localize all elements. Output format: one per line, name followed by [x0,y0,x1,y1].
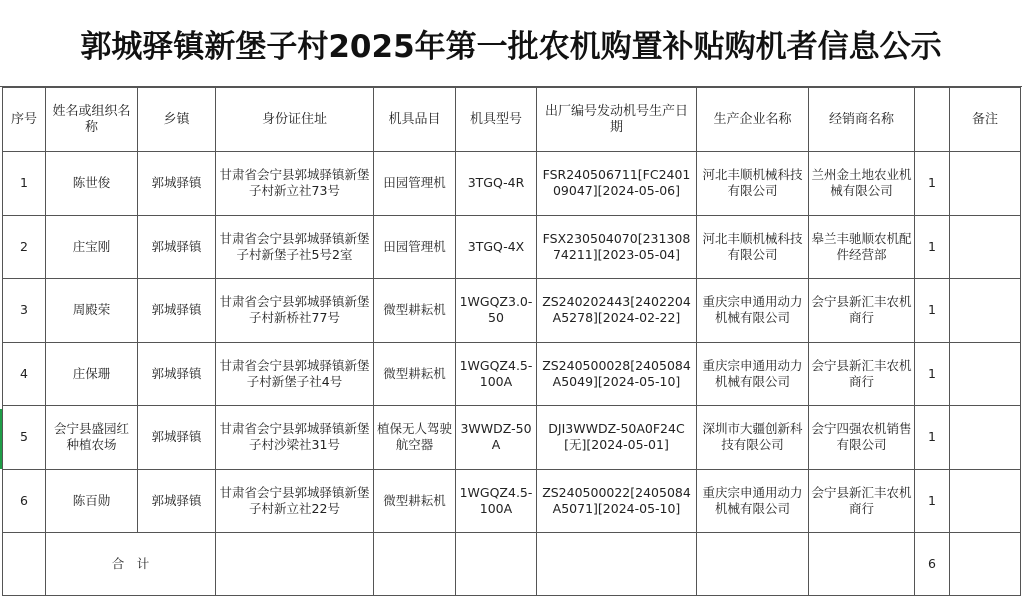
table-cell[interactable] [456,533,537,596]
table-cell[interactable]: 河北丰顺机械科技有限公司 [697,215,809,279]
table-cell[interactable]: ZS240202443[2402204A5278][2024-02-22] [537,279,697,343]
table-cell[interactable]: 皋兰丰驰顺农机配件经营部 [809,215,915,279]
table-cell[interactable] [950,215,1021,279]
table-cell[interactable] [950,469,1021,533]
table-cell[interactable]: 6 [3,469,46,533]
total-row [3,533,1021,596]
table-cell[interactable]: 3WWDZ-50A [456,406,537,470]
table-cell[interactable] [3,533,46,596]
table-cell[interactable]: 郭城驿镇 [138,279,216,343]
table-cell[interactable]: 郭城驿镇 [138,152,216,216]
table-cell[interactable]: FSX230504070[23130874211][2023-05-04] [537,215,697,279]
table-cell[interactable]: 1WGQZ4.5-100A [456,469,537,533]
table-cell[interactable]: 甘肃省会宁县郭城驿镇新堡子村新立社73号 [216,152,374,216]
table-cell[interactable]: 甘肃省会宁县郭城驿镇新堡子村沙梁社31号 [216,406,374,470]
table-row [3,406,1021,470]
table-cell[interactable]: 1 [915,342,950,406]
header-cell[interactable] [915,88,950,152]
table-cell[interactable]: 植保无人驾驶航空器 [374,406,456,470]
table-cell[interactable] [950,533,1021,596]
table-cell[interactable] [950,279,1021,343]
table-cell[interactable]: 重庆宗申通用动力机械有限公司 [697,342,809,406]
table-cell[interactable]: 微型耕耘机 [374,342,456,406]
table-cell[interactable]: 郭城驿镇 [138,406,216,470]
subsidy-table [2,87,1021,596]
table-cell[interactable]: 会宁县新汇丰农机商行 [809,469,915,533]
table-row [3,152,1021,216]
table-cell[interactable]: 4 [3,342,46,406]
table-cell[interactable] [374,533,456,596]
table-cell[interactable]: 田园管理机 [374,152,456,216]
table-row [3,215,1021,279]
table-cell[interactable]: ZS240500022[2405084A5071][2024-05-10] [537,469,697,533]
page-title: 郭城驿镇新堡子村2025年第一批农机购置补贴购机者信息公示 [0,0,1022,87]
table-cell[interactable]: DJI3WWDZ-50A0F24C[无][2024-05-01] [537,406,697,470]
table-cell[interactable] [950,342,1021,406]
header-cell[interactable]: 备注 [950,88,1021,152]
table-cell[interactable]: 1 [915,469,950,533]
table-cell[interactable]: 1 [3,152,46,216]
table-row [3,469,1021,533]
total-count[interactable]: 6 [915,533,950,596]
table-cell[interactable]: 郭城驿镇 [138,469,216,533]
header-cell[interactable]: 机具型号 [456,88,537,152]
table-cell[interactable]: 甘肃省会宁县郭城驿镇新堡子村新立社22号 [216,469,374,533]
table-cell[interactable]: 陈世俊 [46,152,138,216]
table-cell[interactable]: 微型耕耘机 [374,279,456,343]
total-label[interactable]: 合 计 [46,533,216,596]
table-cell[interactable]: 甘肃省会宁县郭城驿镇新堡子村新堡子社5号2室 [216,215,374,279]
table-cell[interactable]: 微型耕耘机 [374,469,456,533]
table-cell[interactable]: 重庆宗申通用动力机械有限公司 [697,469,809,533]
header-cell[interactable]: 身份证住址 [216,88,374,152]
table-cell[interactable]: 会宁县新汇丰农机商行 [809,342,915,406]
table-cell[interactable]: 甘肃省会宁县郭城驿镇新堡子村新桥社77号 [216,279,374,343]
table-cell[interactable]: 1 [915,215,950,279]
table-cell[interactable]: 重庆宗申通用动力机械有限公司 [697,279,809,343]
table-cell[interactable]: 3 [3,279,46,343]
table-cell[interactable] [950,152,1021,216]
table-cell[interactable]: 庄保珊 [46,342,138,406]
header-cell[interactable]: 经销商名称 [809,88,915,152]
table-cell[interactable]: 5 [3,406,46,470]
table-cell[interactable]: 会宁四强农机销售有限公司 [809,406,915,470]
table-cell[interactable] [537,533,697,596]
table-cell[interactable]: 2 [3,215,46,279]
header-cell[interactable]: 机具品目 [374,88,456,152]
table-cell[interactable] [216,533,374,596]
table-cell[interactable]: 1WGQZ4.5-100A [456,342,537,406]
header-cell[interactable]: 出厂编号发动机号生产日期 [537,88,697,152]
table-cell[interactable]: 陈百勋 [46,469,138,533]
header-cell[interactable]: 乡镇 [138,88,216,152]
table-cell[interactable]: 1 [915,279,950,343]
table-row [3,279,1021,343]
table-cell[interactable] [950,406,1021,470]
table-cell[interactable]: 1 [915,406,950,470]
header-row [3,88,1021,152]
table-cell[interactable]: 会宁县盛园红种植农场 [46,406,138,470]
table-cell[interactable]: 郭城驿镇 [138,215,216,279]
table-cell[interactable]: 庄宝刚 [46,215,138,279]
table-cell[interactable]: 深圳市大疆创新科技有限公司 [697,406,809,470]
header-cell[interactable]: 序号 [3,88,46,152]
table-row [3,342,1021,406]
table-cell[interactable]: 兰州金土地农业机械有限公司 [809,152,915,216]
table-cell[interactable]: 周殿荣 [46,279,138,343]
table-cell[interactable]: 河北丰顺机械科技有限公司 [697,152,809,216]
table-cell[interactable]: 郭城驿镇 [138,342,216,406]
table-cell[interactable]: 3TGQ-4X [456,215,537,279]
table-cell[interactable]: 1WGQZ3.0-50 [456,279,537,343]
table-cell[interactable]: 会宁县新汇丰农机商行 [809,279,915,343]
table-cell[interactable]: 1 [915,152,950,216]
header-cell[interactable]: 生产企业名称 [697,88,809,152]
table-cell[interactable]: ZS240500028[2405084A5049][2024-05-10] [537,342,697,406]
header-cell[interactable]: 姓名或组织名称 [46,88,138,152]
table-cell[interactable]: 甘肃省会宁县郭城驿镇新堡子村新堡子社4号 [216,342,374,406]
table-cell[interactable] [697,533,809,596]
table-cell[interactable]: 3TGQ-4R [456,152,537,216]
table-cell[interactable] [809,533,915,596]
table-cell[interactable]: FSR240506711[FC240109047][2024-05-06] [537,152,697,216]
table-cell[interactable]: 田园管理机 [374,215,456,279]
